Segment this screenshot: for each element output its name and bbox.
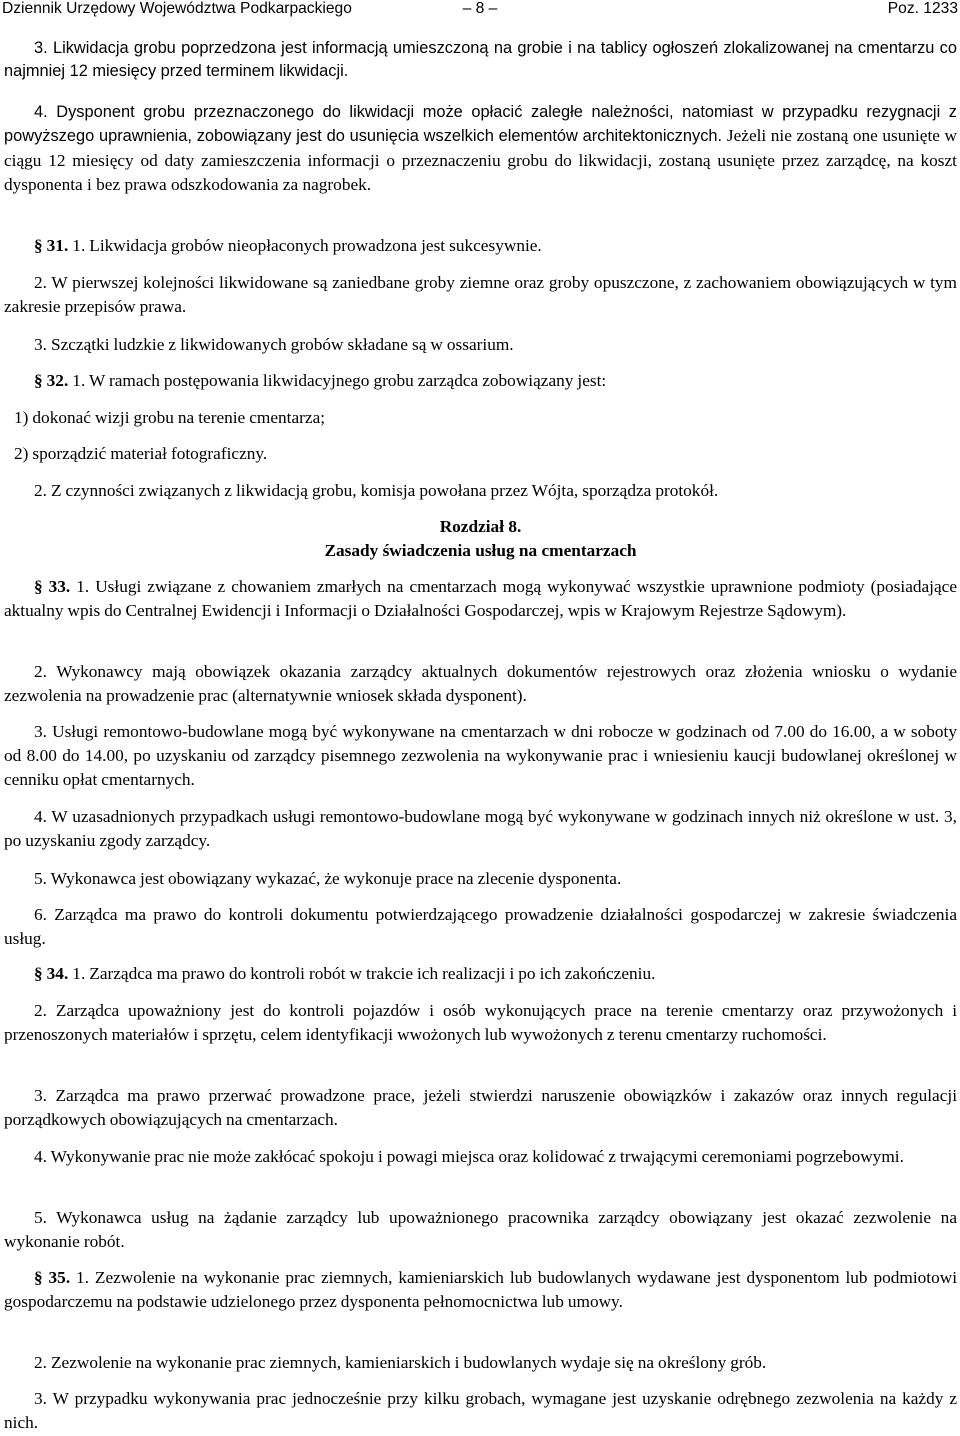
section-34-number: § 34. bbox=[34, 964, 69, 983]
section-32-1 bbox=[4, 369, 957, 393]
section-31-1 bbox=[4, 234, 957, 258]
paragraph-3: 3. Likwidacja grobu poprzedzona jest informacją umieszczoną na grobie i na tablicy ogłoszeń zlokalizowanej na cmentarzu co najmniej 12 miesięcy przed terminem likwidacji. bbox=[4, 39, 957, 81]
section-35-1-text: 1. Zezwolenie na wykonanie prac ziemnych, kamieniarskich lub budowlanych wydawane jest dysponentom lub podmiotowi gospodarczemu na podstawie udzielonego przez dysponenta pełnomocnictwa lub umowy. bbox=[4, 1268, 957, 1312]
position-number: Poz. 1233 bbox=[887, 0, 958, 17]
section-33-3: 3. Usługi remontowo-budowlane mogą być wykonywane na cmentarzach w dni robocze w godzinach od 7.00 do 16.00, a w soboty od 8.00 do 14.00, po uzyskaniu od zarządcy pisemnego zezwolenia na wykonywanie prac i wniesieniu kaucji budowlanej określonej w cenniku opłat cmentarnych. bbox=[4, 722, 957, 790]
chapter-title: Zasady świadczenia usług na cmentarzach bbox=[324, 541, 637, 560]
section-33-1 bbox=[4, 575, 957, 623]
section-31-3: 3. Szczątki ludzkie z likwidowanych grobów składane są w ossarium. bbox=[34, 335, 514, 354]
list-item-1: 1) dokonać wizji grobu na terenie cmentarza; bbox=[14, 408, 326, 427]
section-35-3: 3. W przypadku wykonywania prac jednocześnie przy kilku grobach, wymagane jest uzyskanie odrębnego zezwolenia na każdy z nich. bbox=[4, 1389, 957, 1433]
section-31-2: 2. W pierwszej kolejności likwidowane są zaniedbane groby ziemne oraz groby opuszczone, z zachowaniem obowiązujących w tym zakresie przepisów prawa. bbox=[4, 273, 957, 317]
chapter-number: Rozdział 8. bbox=[439, 517, 522, 536]
section-34-4: 4. Wykonywanie prac nie może zakłócać spokoju i powagi miejsca oraz kolidować z trwającymi ceremoniami pogrzebowymi. bbox=[34, 1147, 904, 1166]
section-32-number: § 32. bbox=[34, 371, 69, 390]
section-33-4: 4. W uzasadnionych przypadkach usługi remontowo-budowlane mogą być wykonywane w godzinach innych niż określone w ust. 3, po uzyskaniu zgody zarządcy. bbox=[4, 807, 957, 851]
section-32-2: 2. Z czynności związanych z likwidacją grobu, komisja powołana przez Wójta, sporządza protokół. bbox=[34, 481, 719, 500]
section-33-2: 2. Wykonawcy mają obowiązek okazania zarządcy aktualnych dokumentów rejestrowych oraz złożenia wniosku o wydanie zezwolenia na prowadzenie prac (alternatywnie wniosek składa dysponent). bbox=[4, 662, 957, 706]
section-35-1 bbox=[4, 1266, 957, 1314]
section-34-2: 2. Zarządca upoważniony jest do kontroli pojazdów i osób wykonujących prace na terenie cmentarzy oraz przywożonych i przenoszonych materiałów i sprzętu, celem identyfikacji wwożonych lub wywożonych z terenu cmentarzy ruchomości. bbox=[4, 1001, 957, 1045]
list-item-2: 2) sporządzić materiał fotograficzny. bbox=[14, 444, 268, 463]
section-34-3: 3. Zarządca ma prawo przerwać prowadzone prace, jeżeli stwierdzi naruszenie obowiązków i zakazów oraz innych regulacji porządkowych obowiązujących na cmentarzach. bbox=[4, 1086, 957, 1130]
section-33-5: 5. Wykonawca jest obowiązany wykazać, że wykonuje prace na zlecenie dysponenta. bbox=[34, 869, 622, 888]
journal-title: Dziennik Urzędowy Województwa Podkarpackiego bbox=[2, 0, 352, 17]
section-32-1-text: 1. W ramach postępowania likwidacyjnego grobu zarządca zobowiązany jest: bbox=[72, 371, 607, 390]
section-35-number: § 35. bbox=[34, 1268, 71, 1287]
running-header bbox=[2, 0, 958, 18]
page-number: – 8 – bbox=[462, 0, 498, 17]
paragraph-4-part-2: Jeżeli nie zostaną one usunięte w ciągu 12 miesięcy od daty zamieszczenia informacji o przeznaczeniu grobu do likwidacji, zostaną usunięte przez zarządcę, na koszt dysponenta i bez prawa odszkodowania za nagrobek. bbox=[4, 126, 957, 194]
section-33-number: § 33. bbox=[34, 577, 71, 596]
paragraph-4-part-1: 4. Dysponent grobu przeznaczonego do likwidacji może opłacić zaległe należności, natomiast w przypadku rezygnacji z powyższego uprawnienia, zobowiązany jest do usunięcia wszelkich elementów architektonicznych. bbox=[4, 103, 957, 146]
section-31-1-text: 1. Likwidacja grobów nieopłaconych prowadzona jest sukcesywnie. bbox=[72, 236, 542, 255]
section-34-5: 5. Wykonawca usług na żądanie zarządcy lub upoważnionego pracownika zarządcy obowiązany jest okazać zezwolenie na wykonanie robót. bbox=[4, 1208, 957, 1252]
section-34-1-text: 1. Zarządca ma prawo do kontroli robót w trakcie ich realizacji i po ich zakończeniu. bbox=[72, 964, 656, 983]
section-34-1 bbox=[4, 962, 957, 986]
section-35-2: 2. Zezwolenie na wykonanie prac ziemnych, kamieniarskich i budowlanych wydaje się na określony grób. bbox=[34, 1353, 767, 1372]
section-33-1-text: 1. Usługi związane z chowaniem zmarłych na cmentarzach mogą wykonywać wszystkie uprawnione podmioty (posiadające aktualny wpis do Centralnej Ewidencji i Informacji o Działalności Gospodarczej, wpis w Krajowym Rejestrze Sądowym). bbox=[4, 577, 957, 621]
section-31-number: § 31. bbox=[34, 236, 69, 255]
paragraph-4 bbox=[4, 101, 957, 197]
section-33-6: 6. Zarządca ma prawo do kontroli dokumentu potwierdzającego prowadzenie działalności gospodarczej w zakresie świadczenia usług. bbox=[4, 905, 957, 949]
